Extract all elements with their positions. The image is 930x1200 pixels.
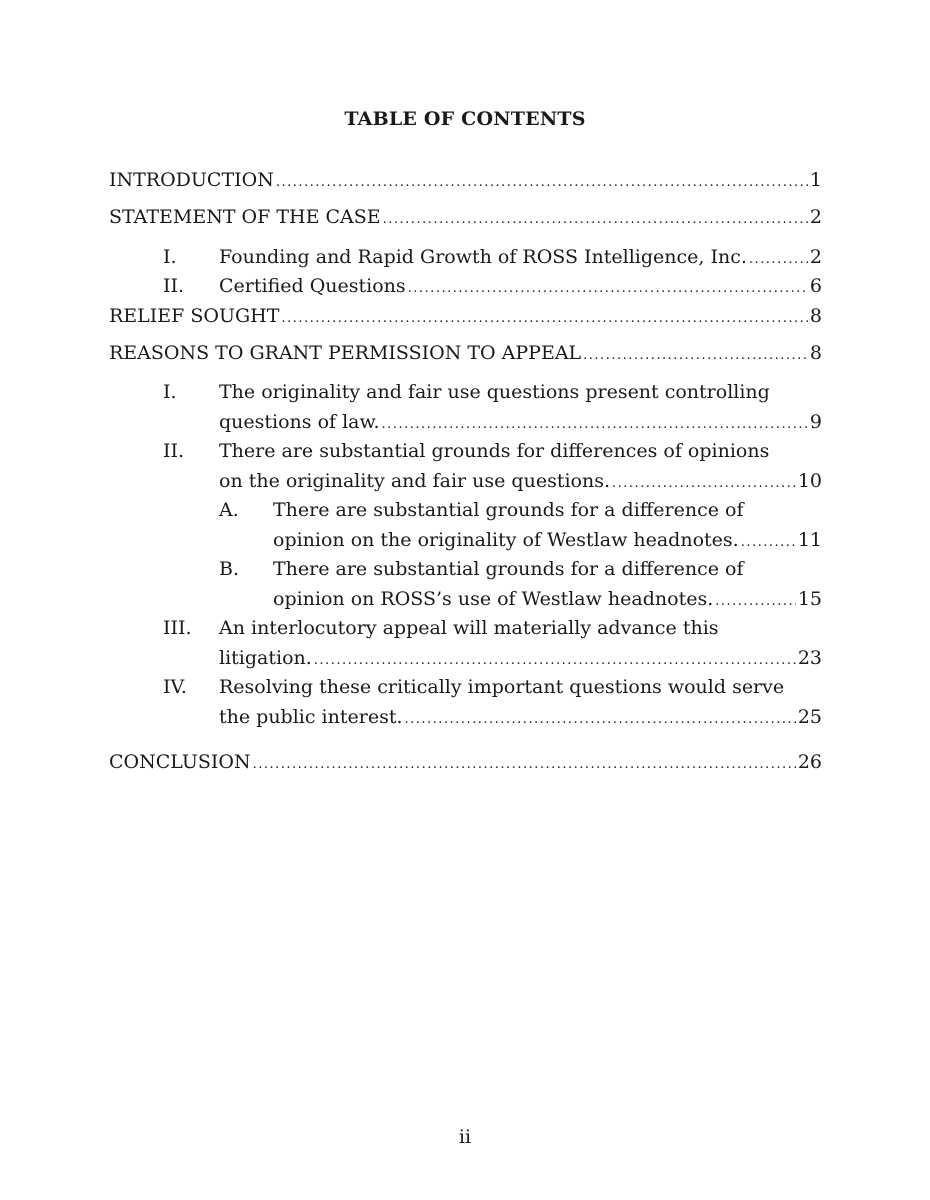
toc-entry-number: B. (219, 558, 240, 580)
toc-entry-number: II. (163, 440, 185, 462)
toc-page-number: 2 (809, 246, 822, 268)
toc-entry-title-line: An interlocutory appeal will materially advance this (219, 617, 719, 639)
toc-entry-certified-questions[interactable] (163, 272, 822, 304)
toc-page-number: 6 (809, 275, 822, 297)
toc-page-number: 25 (797, 705, 822, 728)
toc-entry-public-interest[interactable] (163, 673, 822, 734)
dot-leader (405, 705, 796, 735)
dot-leader (281, 304, 807, 334)
dot-leader (253, 750, 796, 780)
toc-entry-number: IV. (163, 676, 187, 698)
dot-leader (276, 168, 808, 198)
toc-entry-title-line: Resolving these critically important questions would serve (219, 676, 785, 698)
toc-entry-title-line: There are substantial grounds for differences of opinions (219, 440, 770, 462)
toc-entry-title: REASONS TO GRANT PERMISSION TO APPEAL (109, 342, 582, 364)
toc-page-number: 26 (797, 751, 822, 773)
toc-entry-title-line: on the originality and fair use questions. (219, 469, 611, 492)
toc-entry-conclusion[interactable] (109, 748, 822, 780)
dot-leader (383, 205, 808, 235)
dot-leader (715, 587, 796, 617)
dot-leader (741, 528, 796, 558)
toc-page-number: 1 (809, 169, 822, 191)
toc-entry-controlling-questions[interactable] (163, 378, 822, 439)
page-title: TABLE OF CONTENTS (344, 108, 586, 130)
toc-entry-originality-headnotes[interactable] (219, 496, 822, 557)
toc-entry-title: Certified Questions (219, 275, 406, 297)
toc-entry-number: III. (163, 617, 192, 639)
toc-entry-number: II. (163, 275, 185, 297)
toc-page-number: 9 (809, 410, 822, 433)
dot-leader (612, 469, 796, 499)
toc-entry-number: I. (163, 246, 177, 268)
dot-leader (583, 341, 808, 371)
page-number: ii (458, 1126, 472, 1148)
toc-entry-title: RELIEF SOUGHT (109, 305, 280, 327)
toc-page-number: 10 (797, 469, 822, 492)
toc-entry-title-line: litigation. (219, 646, 312, 669)
toc-entry-statement-of-the-case[interactable] (109, 203, 822, 235)
toc-entry-introduction[interactable] (109, 166, 822, 198)
toc-entry-ross-use-headnotes[interactable] (219, 555, 822, 616)
toc-page-number: 2 (809, 206, 822, 228)
toc-entry-relief-sought[interactable] (109, 302, 822, 334)
toc-entry-title-line: opinion on ROSS’s use of Westlaw headnotes. (273, 587, 714, 610)
dot-leader (408, 274, 808, 304)
toc-entry-title: STATEMENT OF THE CASE (109, 206, 381, 228)
toc-entry-founding[interactable] (163, 243, 822, 275)
toc-entry-title-line: There are substantial grounds for a difference of (273, 558, 744, 580)
toc-entry-title-line: opinion on the originality of Westlaw headnotes. (273, 528, 739, 551)
toc-entry-title: Founding and Rapid Growth of ROSS Intelligence, Inc. (219, 246, 747, 268)
toc-entry-title: INTRODUCTION (109, 169, 274, 191)
toc-entry-title-line: the public interest. (219, 705, 403, 728)
toc-entry-reasons[interactable] (109, 339, 822, 371)
toc-page-number: 8 (809, 342, 822, 364)
dot-leader (314, 646, 796, 676)
toc-page-number: 8 (809, 305, 822, 327)
toc-entry-number: I. (163, 381, 177, 403)
toc-entry-substantial-grounds[interactable] (163, 437, 822, 498)
toc-entry-title-line: The originality and fair use questions present controlling (219, 381, 770, 403)
toc-entry-number: A. (219, 499, 239, 521)
dot-leader (382, 410, 808, 440)
toc-page-number: 23 (797, 646, 822, 669)
toc-entry-title: CONCLUSION (109, 751, 251, 773)
toc-entry-interlocutory-appeal[interactable] (163, 614, 822, 675)
dot-leader (749, 245, 808, 275)
toc-entry-title-line: questions of law. (219, 410, 380, 433)
toc-page-number: 15 (797, 587, 822, 610)
toc-page-number: 11 (797, 528, 822, 551)
toc-entry-title-line: There are substantial grounds for a difference of (273, 499, 744, 521)
